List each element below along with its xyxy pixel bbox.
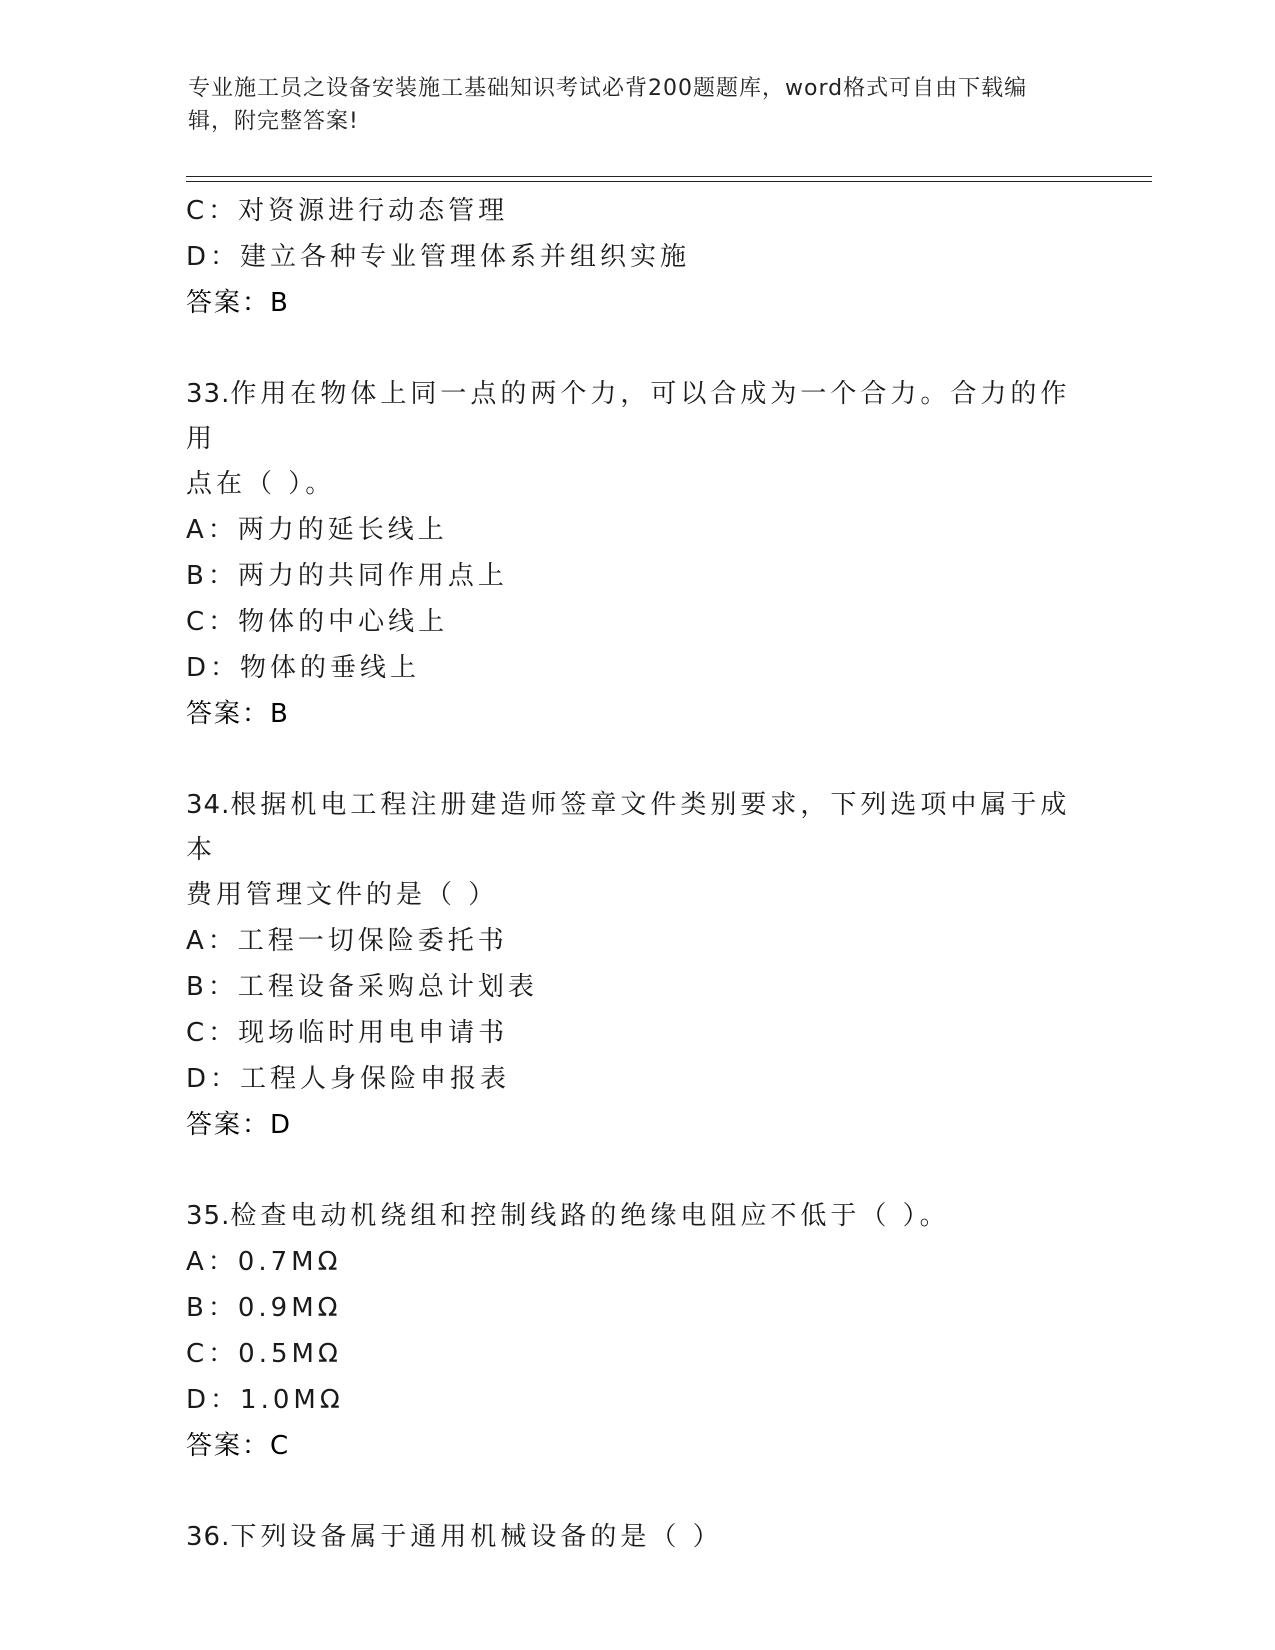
question-stem-continued: 费用管理文件的是（ ）	[186, 880, 499, 910]
option-d: D：工程人身保险申报表	[186, 1064, 511, 1094]
question-35	[186, 1194, 1086, 1469]
header-divider-top	[186, 176, 1152, 177]
question-33	[186, 372, 1086, 737]
question-number: 34.	[186, 790, 231, 820]
option-d: D：物体的垂线上	[186, 653, 421, 683]
answer-line: 答案：C	[186, 1431, 291, 1461]
option-b: B：两力的共同作用点上	[186, 561, 508, 591]
question-number: 35.	[186, 1201, 231, 1231]
option-c: C：现场临时用电申请书	[186, 1018, 509, 1048]
option-c: C：物体的中心线上	[186, 607, 449, 637]
question-stem: 36.下列设备属于通用机械设备的是（ ）	[186, 1522, 723, 1552]
document-title: 专业施工员之设备安装施工基础知识考试必背200题题库，word格式可自由下载编辑，附完整答案!	[188, 76, 1028, 134]
document-body	[186, 188, 1086, 1560]
option-c: C：对资源进行动态管理	[186, 196, 509, 226]
question-stem-continued: 点在（ ）。	[186, 469, 336, 499]
option-a: A：0.7MΩ	[186, 1247, 342, 1277]
question-34	[186, 783, 1086, 1148]
option-b: B：0.9MΩ	[186, 1293, 342, 1323]
option-d: D：1.0MΩ	[186, 1385, 344, 1415]
question-stem: 34.根据机电工程注册建造师签章文件类别要求，下列选项中属于成本	[186, 790, 1071, 865]
option-a: A：工程一切保险委托书	[186, 926, 508, 956]
question-number: 36.	[186, 1522, 231, 1552]
option-b: B：工程设备采购总计划表	[186, 972, 538, 1002]
document-header	[188, 72, 1068, 138]
answer-line: 答案：D	[186, 1110, 293, 1140]
option-a: A：两力的延长线上	[186, 515, 448, 545]
option-c: C：0.5MΩ	[186, 1339, 342, 1369]
question-32-tail	[186, 188, 1086, 326]
answer-line: 答案：B	[186, 288, 290, 318]
question-stem: 33.作用在物体上同一点的两个力，可以合成为一个合力。合力的作用	[186, 379, 1071, 454]
header-divider-bottom	[186, 181, 1152, 182]
question-number: 33.	[186, 379, 231, 409]
option-d: D：建立各种专业管理体系并组织实施	[186, 242, 691, 272]
question-36	[186, 1515, 1086, 1560]
answer-line: 答案：B	[186, 699, 290, 729]
question-stem: 35.检查电动机绕组和控制线路的绝缘电阻应不低于（ ）。	[186, 1201, 950, 1231]
